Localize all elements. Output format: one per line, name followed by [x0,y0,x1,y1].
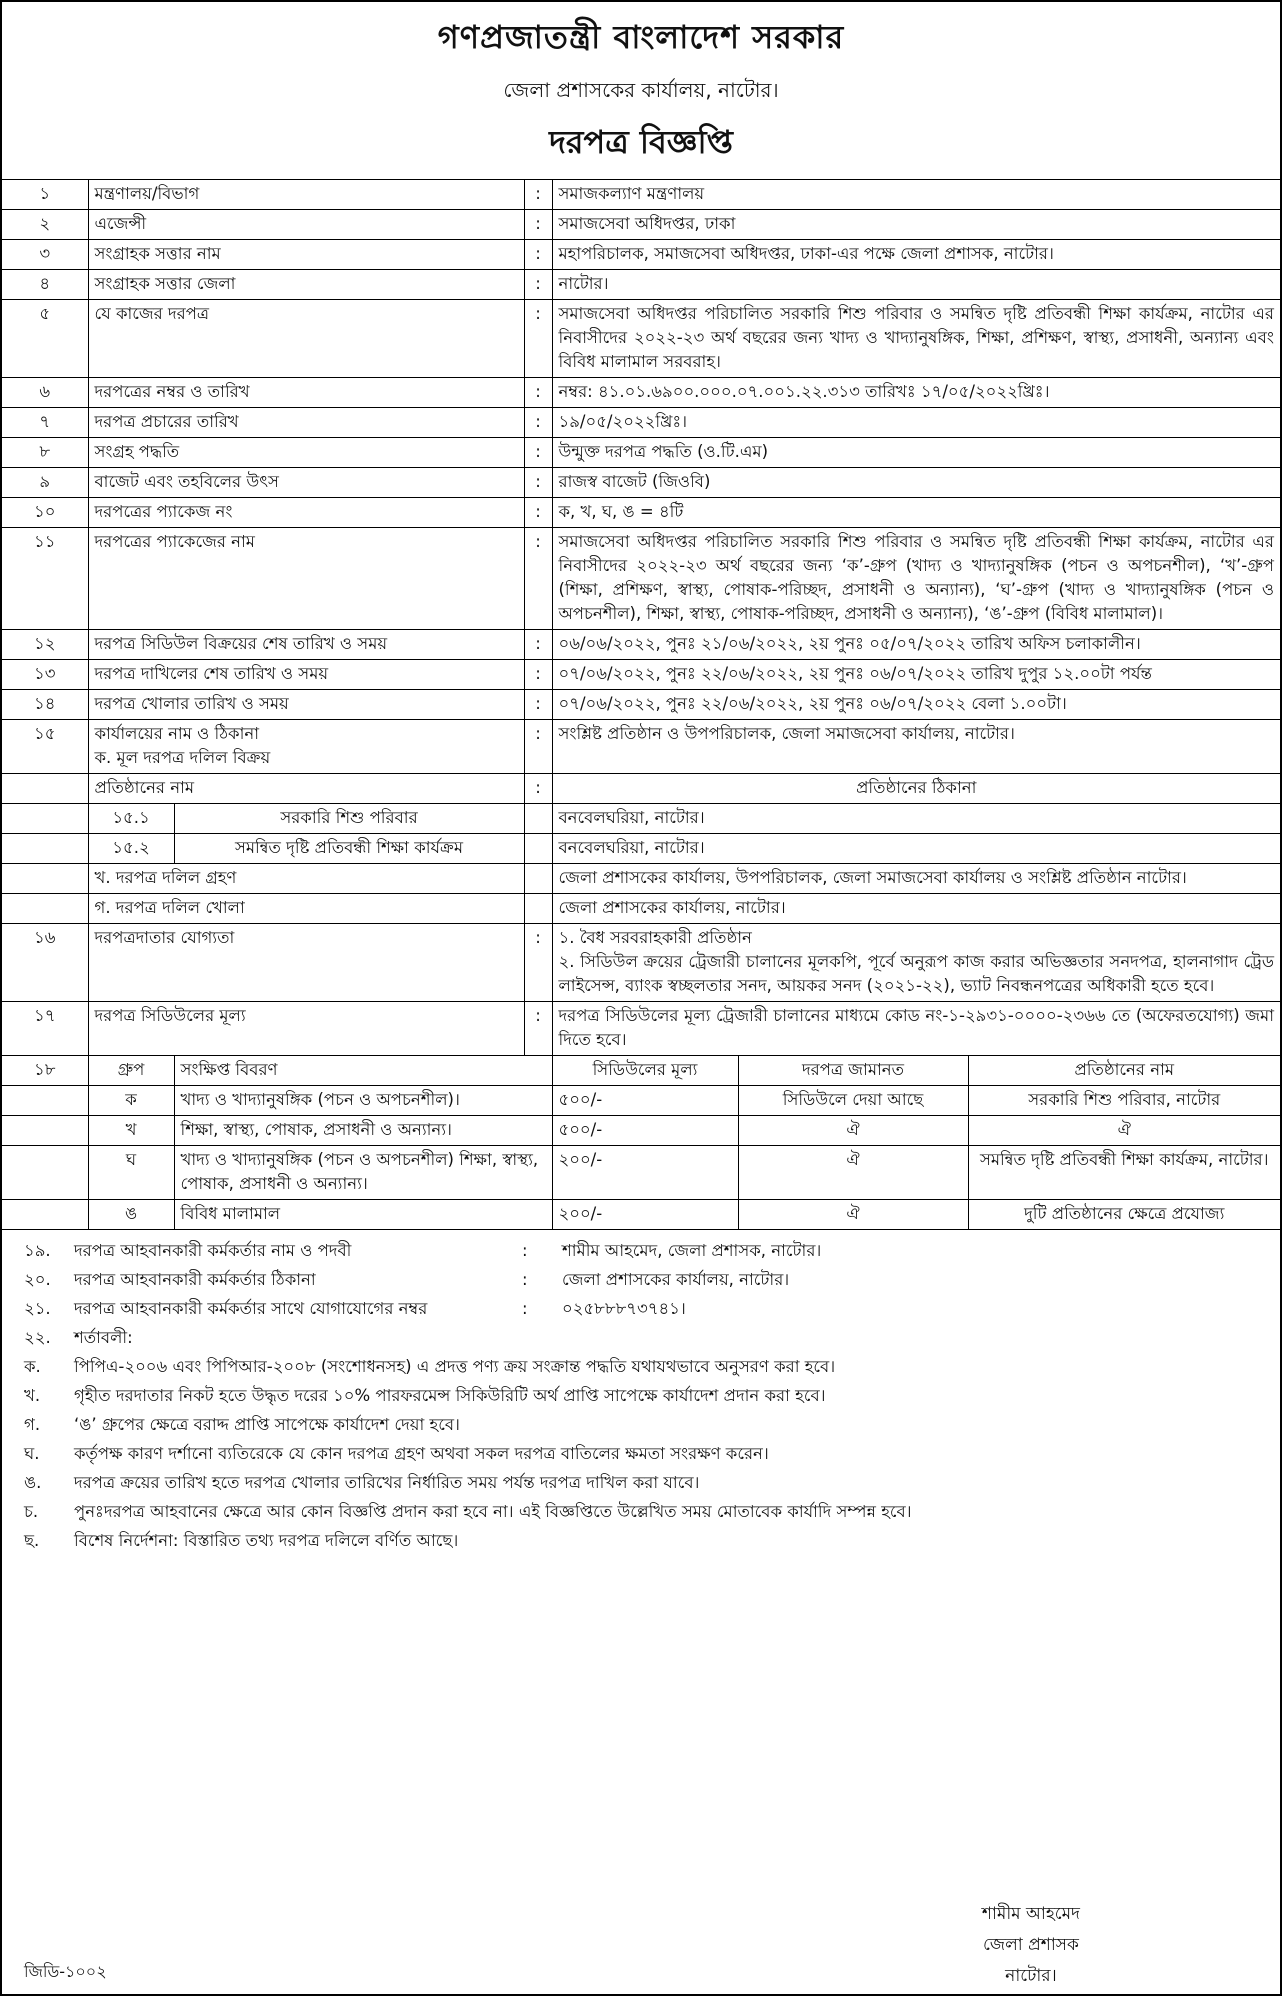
row-value: নম্বর: ৪১.০১.৬৯০০.০০০.০৭.০০১.২২.৩১৩ তারিখঃ ১৭/০৫/২০২২খ্রিঃ। [552,378,1280,408]
row-number: ৪ [2,270,88,300]
header [2,12,1280,171]
row-label: দরপত্র প্রচারের তারিখ [88,408,524,438]
condition-item [2,1468,1280,1497]
condition-key: গ. [24,1415,41,1434]
group-description: খাদ্য ও খাদ্যানুষঙ্গিক (পচন ও অপচনশীল)। [174,1086,552,1116]
officer-info-row: ২০. দরপত্র আহবানকারী কর্মকর্তার ঠিকানা : জেলা প্রশাসকের কার্যালয়, নাটোর। [2,1265,1280,1294]
row-number: ১৫ [2,720,88,774]
row-number: ৯ [2,468,88,498]
condition-text: দরপত্র ক্রয়ের তারিখ হতে দরপত্র খোলার তারিখের নির্ধারিত সময় পর্যন্ত দরপত্র দাখিল করা যাবে। [74,1473,700,1492]
condition-text: বিশেষ নির্দেশনা: বিস্তারিত তথ্য দরপত্র দলিলে বর্ণিত আছে। [74,1531,459,1550]
table-row-15: ১৫ কার্যালয়ের নাম ও ঠিকানা ক. মূল দরপত্র দলিল বিক্রয় : সংশ্লিষ্ট প্রতিষ্ঠান ও উপপরিচালক, জেলা সমাজসেবা কার্যালয়, নাটোর। [2,720,1280,774]
group-description: বিবিধ মালামাল [174,1200,552,1230]
institution-address: বনবেলঘরিয়া, নাটোর। [552,804,1280,834]
notice-title: দরপত্র বিজ্ঞপ্তি [549,123,733,161]
row-label: দরপত্র দাখিলের শেষ তারিখ ও সময় [88,660,524,690]
row-label: দরপত্রের প্যাকেজ নং [88,498,524,528]
condition-text: পিপিএ-২০০৬ এবং পিপিআর-২০০৮ (সংশোধনসহ) এ প্রদত্ত পণ্য ক্রয় সংক্রান্ত পদ্ধতি যথাযথভাবে অনুসরণ করা হবে। [74,1357,836,1376]
table-row: ৫ যে কাজের দরপত্র : সমাজসেবা অধিদপ্তর পরিচালিত সরকারি শিশু পরিবার ও সমন্বিত দৃষ্টি প্রতিবন্ধী শিক্ষা কার্যক্রম, নাটোর এর নিবাসীদের ২০২২-২৩ অর্থ বছরের জন্য খাদ্য ও খাদ্যানুষঙ্গিক, শিক্ষা, প্রশিক্ষণ, স্বাস্থ্য, প্রসাধনী, অন্যান্য এবং বিবিধ মালামাল সরবরাহ। [2,300,1280,378]
row-value: দরপত্র সিডিউলের মূল্য ট্রেজারী চালানের মাধ্যমে কোড নং-১-২৯৩১-০০০০-২৩৬৬ তে (অফেরতযোগ্য) জমা দিতে হবে। [552,1002,1280,1056]
row-value: ক, খ, ঘ, ঙ = ৪টি [552,498,1280,528]
row-value: নাটোর। [552,270,1280,300]
sale-label: ক. মূল দরপত্র দলিল বিক্রয় [94,748,271,767]
table-row-17: ১৭ দরপত্র সিডিউলের মূল্য : দরপত্র সিডিউলের মূল্য ট্রেজারী চালানের মাধ্যমে কোড নং-১-২৯৩১-০০০০-২৩৬৬ তে (অফেরতযোগ্য) জমা দিতে হবে। [2,1002,1280,1056]
item-label: দরপত্র আহবানকারী কর্মকর্তার সাথে যোগাযোগের নম্বর [74,1299,428,1318]
group-letter: ঘ [88,1146,174,1200]
row-number: ১০ [2,498,88,528]
table-row: ২ এজেন্সী : সমাজসেবা অধিদপ্তর, ঢাকা [2,210,1280,240]
row-label: মন্ত্রণালয়/বিভাগ [88,180,524,210]
condition-key: ছ. [24,1531,40,1550]
table-row: ৩ সংগ্রাহক সত্তার নাম : মহাপরিচালক, সমাজসেবা অধিদপ্তর, ঢাকা-এর পক্ষে জেলা প্রশাসক, নাটোর। [2,240,1280,270]
row-number: ৮ [2,438,88,468]
tender-details-table [2,179,1280,1230]
item-value: শামীম আহমেদ, জেলা প্রশাসক, নাটোর। [562,1241,822,1260]
table-row: ৮ সংগ্রহ পদ্ধতি : উন্মুক্ত দরপত্র পদ্ধতি (ও.টি.এম) [2,438,1280,468]
row-number: ৩ [2,240,88,270]
table-row: ১৩ দরপত্র দাখিলের শেষ তারিখ ও সময় : ০৭/০৬/২০২২, পুনঃ ২২/০৬/২০২২, ২য় পুনঃ ০৬/০৭/২০২২ তারিখ দুপুর ১২.০০টা পর্যন্ত [2,660,1280,690]
open-label: গ. দরপত্র দলিল খোলা [88,894,524,924]
group-security: ঐ [738,1200,968,1230]
institution-header: প্রতিষ্ঠানের নাম [968,1056,1280,1086]
institution-address: বনবেলঘরিয়া, নাটোর। [552,834,1280,864]
row-value: সমাজসেবা অধিদপ্তর, ঢাকা [552,210,1280,240]
row-number: ১৮ [2,1056,88,1086]
table-row: ১১ দরপত্রের প্যাকেজের নাম : সমাজসেবা অধিদপ্তর পরিচালিত সরকারি শিশু পরিবার ও সমন্বিত দৃষ্টি প্রতিবন্ধী শিক্ষা কার্যক্রম, নাটোর এর নিবাসীদের ২০২২-২৩ অর্থ বছরের জন্য ‘ক’-গ্রুপ (খাদ্য ও খাদ্যানুষঙ্গিক (পচন ও অপচনশীল), ‘খ’-গ্রুপ (শিক্ষা, প্রশিক্ষণ, স্বাস্থ্য, পোষাক-পরিচ্ছদ, প্রসাধনী ও অন্যান্য), ‘ঘ’-গ্রুপ (খাদ্য ও খাদ্যানুষঙ্গিক (পচন ও অপচনশীল), শিক্ষা, স্বাস্থ্য, পোষাক-পরিচ্ছদ, প্রসাধনী ও অন্যান্য), ‘ঙ’-গ্রুপ (বিবিধ মালামাল)। [2,528,1280,630]
institution-number: ১৫.২ [88,834,174,864]
group-row [2,1086,1280,1116]
institution-row [2,834,1280,864]
row-value: ০৬/০৬/২০২২, পুনঃ ২১/০৬/২০২২, ২য় পুনঃ ০৫/০৭/২০২২ তারিখ অফিস চলাকালীন। [552,630,1280,660]
condition-item [2,1410,1280,1439]
price-header: সিডিউলের মূল্য [552,1056,738,1086]
institution-header-row: প্রতিষ্ঠানের নাম : প্রতিষ্ঠানের ঠিকানা [2,774,1280,804]
signatory-place: নাটোর। [1005,1966,1057,1986]
group-price: ৫০০/- [552,1086,738,1116]
group-security: সিডিউলে দেয়া আছে [738,1086,968,1116]
security-header: দরপত্র জামানত [738,1056,968,1086]
eligibility-item-1: ১. বৈধ সরবরাহকারী প্রতিষ্ঠান [558,928,752,947]
row-label: দরপত্রের নম্বর ও তারিখ [88,378,524,408]
condition-text: ‘ঙ’ গ্রুপের ক্ষেত্রে বরাদ্দ প্রাপ্তি সাপেক্ষে কার্যাদেশ দেয়া হবে। [74,1415,460,1434]
row-label: যে কাজের দরপত্র [88,300,524,378]
row-value: ০৭/০৬/২০২২, পুনঃ ২২/০৬/২০২২, ২য় পুনঃ ০৬/০৭/২০২২ বেলা ১.০০টা। [552,690,1280,720]
row-label [88,720,524,774]
table-row-16: ১৬ দরপত্রদাতার যোগ্যতা : ১. বৈধ সরবরাহকারী প্রতিষ্ঠান ২. সিডিউল ক্রয়ের ট্রেজারী চালানের মূলকপি, পূর্বে অনুরূপ কাজ করার অভিজ্ঞতার সনদপত্র, হালনাগাদ ট্রেড লাইসেন্স, ব্যাংক স্বচ্ছলতার সনদ, আয়কর সনদ (২০২১-২২), ভ্যাট নিবন্ধনপত্রের অধিকারী হতে হবে। [2,924,1280,1002]
condition-text: গৃহীত দরদাতার নিকট হতে উদ্ধৃত দরের ১০% পারফরমেন্স সিকিউরিটি অর্থ প্রাপ্তি সাপেক্ষে কার্যাদেশ প্রদান করা হবে। [74,1386,826,1405]
row-value: সমাজসেবা অধিদপ্তর পরিচালিত সরকারি শিশু পরিবার ও সমন্বিত দৃষ্টি প্রতিবন্ধী শিক্ষা কার্যক্রম, নাটোর এর নিবাসীদের ২০২২-২৩ অর্থ বছরের জন্য খাদ্য ও খাদ্যানুষঙ্গিক, শিক্ষা, প্রশিক্ষণ, স্বাস্থ্য, প্রসাধনী, অন্যান্য এবং বিবিধ মালামাল সরবরাহ। [552,300,1280,378]
table-row: ৪ সংগ্রাহক সত্তার জেলা : নাটোর। [2,270,1280,300]
table-row: ১৪ দরপত্র খোলার তারিখ ও সময় : ০৭/০৬/২০২২, পুনঃ ২২/০৬/২০২২, ২য় পুনঃ ০৬/০৭/২০২২ বেলা ১.০০টা। [2,690,1280,720]
condition-item [2,1381,1280,1410]
row-value: রাজস্ব বাজেট (জিওবি) [552,468,1280,498]
group-institution: সমন্বিত দৃষ্টি প্রতিবন্ধী শিক্ষা কার্যক্রম, নাটোর। [968,1146,1280,1200]
open-value: জেলা প্রশাসকের কার্যালয়, নাটোর। [552,894,1280,924]
group-price: ২০০/- [552,1200,738,1230]
item-value: জেলা প্রশাসকের কার্যালয়, নাটোর। [562,1270,790,1289]
row-number: ২ [2,210,88,240]
condition-key: চ. [24,1502,39,1521]
item-number: ২০. [24,1270,51,1289]
office-name: জেলা প্রশাসকের কার্যালয়, নাটোর। [503,78,779,102]
group-price: ৫০০/- [552,1116,738,1146]
condition-text: পুনঃদরপত্র আহবানের ক্ষেত্রে আর কোন বিজ্ঞপ্তি প্রদান করা হবে না। এই বিজ্ঞপ্তিতে উল্লেখিত সময় মোতাবেক কার্যাদি সম্পন্ন হবে। [74,1502,912,1521]
group-letter: ঙ [88,1200,174,1230]
row-number: ৭ [2,408,88,438]
group-row [2,1200,1280,1230]
condition-item [2,1352,1280,1381]
eligibility-item-2: ২. সিডিউল ক্রয়ের ট্রেজারী চালানের মূলকপি, পূর্বে অনুরূপ কাজ করার অভিজ্ঞতার সনদপত্র, হালনাগাদ ট্রেড লাইসেন্স, ব্যাংক স্বচ্ছলতার সনদ, আয়কর সনদ (২০২১-২২), ভ্যাট নিবন্ধনপত্রের অধিকারী হতে হবে। [558,952,1274,995]
condition-key: ঘ. [24,1444,40,1463]
row-number: ১৬ [2,924,88,1002]
table-row: ১২ দরপত্র সিডিউল বিক্রয়ের শেষ তারিখ ও সময় : ০৬/০৬/২০২২, পুনঃ ২১/০৬/২০২২, ২য় পুনঃ ০৫/০৭/২০২২ তারিখ অফিস চলাকালীন। [2,630,1280,660]
row-number: ১৪ [2,690,88,720]
table-row: ১০ দরপত্রের প্যাকেজ নং : ক, খ, ঘ, ঙ = ৪টি [2,498,1280,528]
group-table-header [2,1056,1280,1086]
row-number: ১ [2,180,88,210]
document-open-row [2,894,1280,924]
officer-info-row: ২১. দরপত্র আহবানকারী কর্মকর্তার সাথে যোগাযোগের নম্বর : ০২৫৮৮৮৭৩৭৪১। [2,1294,1280,1323]
signatory-designation: জেলা প্রশাসক [982,1935,1079,1955]
receive-value: জেলা প্রশাসকের কার্যালয়, উপপরিচালক, জেলা সমাজসেবা কার্যালয় ও সংশ্লিষ্ট প্রতিষ্ঠান নাটোর। [552,864,1280,894]
row-value: উন্মুক্ত দরপত্র পদ্ধতি (ও.টি.এম) [552,438,1280,468]
item-label: দরপত্র আহবানকারী কর্মকর্তার ঠিকানা [74,1270,316,1289]
institution-name: সমন্বিত দৃষ্টি প্রতিবন্ধী শিক্ষা কার্যক্রম [174,834,524,864]
office-label: কার্যালয়ের নাম ও ঠিকানা [94,724,260,743]
row-number: ১২ [2,630,88,660]
group-description: শিক্ষা, স্বাস্থ্য, পোষাক, প্রসাধনী ও অন্যান্য। [174,1116,552,1146]
condition-key: ক. [24,1357,41,1376]
condition-key: ঙ. [24,1473,42,1492]
row-value: সমাজসেবা অধিদপ্তর পরিচালিত সরকারি শিশু পরিবার ও সমন্বিত দৃষ্টি প্রতিবন্ধী শিক্ষা কার্যক্রম, নাটোর এর নিবাসীদের ২০২২-২৩ অর্থ বছরের জন্য ‘ক’-গ্রুপ (খাদ্য ও খাদ্যানুষঙ্গিক (পচন ও অপচনশীল), ‘খ’-গ্রুপ (শিক্ষা, প্রশিক্ষণ, স্বাস্থ্য, পোষাক-পরিচ্ছদ, প্রসাধনী ও অন্যান্য), ‘ঘ’-গ্রুপ (খাদ্য ও খাদ্যানুষঙ্গিক (পচন ও অপচনশীল), শিক্ষা, স্বাস্থ্য, পোষাক-পরিচ্ছদ, প্রসাধনী ও অন্যান্য), ‘ঙ’-গ্রুপ (বিবিধ মালামাল)। [552,528,1280,630]
group-row [2,1146,1280,1200]
group-security: ঐ [738,1146,968,1200]
institution-number: ১৫.১ [88,804,174,834]
row-number: ৬ [2,378,88,408]
group-institution: দুটি প্রতিষ্ঠানের ক্ষেত্রে প্রযোজ্য [968,1200,1280,1230]
row-label: বাজেট এবং তহবিলের উৎস [88,468,524,498]
item-value: ০২৫৮৮৮৭৩৭৪১। [562,1299,686,1318]
condition-item [2,1439,1280,1468]
row-number: ৫ [2,300,88,378]
signature-block [982,1899,1080,1992]
row-label: দরপত্র সিডিউলের মূল্য [88,1002,524,1056]
group-letter: ক [88,1086,174,1116]
item-number: ২১. [24,1299,51,1318]
condition-item [2,1497,1280,1526]
row-label: দরপত্রদাতার যোগ্যতা [88,924,524,1002]
reference-code: জিডি-১০০২ [24,1962,107,1981]
institution-name-header: প্রতিষ্ঠানের নাম [88,774,524,804]
institution-address-header: প্রতিষ্ঠানের ঠিকানা [552,774,1280,804]
row-label: সংগ্রহ পদ্ধতি [88,438,524,468]
row-number: ১১ [2,528,88,630]
conditions-number: ২২. [24,1328,51,1347]
row-value: সংশ্লিষ্ট প্রতিষ্ঠান ও উপপরিচালক, জেলা সমাজসেবা কার্যালয়, নাটোর। [552,720,1280,774]
row-value: মহাপরিচালক, সমাজসেবা অধিদপ্তর, ঢাকা-এর পক্ষে জেলা প্রশাসক, নাটোর। [552,240,1280,270]
table-row: ৯ বাজেট এবং তহবিলের উৎস : রাজস্ব বাজেট (জিওবি) [2,468,1280,498]
row-label: দরপত্র খোলার তারিখ ও সময় [88,690,524,720]
group-price: ২০০/- [552,1146,738,1200]
table-row: ৬ দরপত্রের নম্বর ও তারিখ : নম্বর: ৪১.০১.৬৯০০.০০০.০৭.০০১.২২.৩১৩ তারিখঃ ১৭/০৫/২০২২খ্রিঃ। [2,378,1280,408]
group-security: ঐ [738,1116,968,1146]
institution-name: সরকারি শিশু পরিবার [174,804,524,834]
desc-header: সংক্ষিপ্ত বিবরণ [174,1056,552,1086]
row-label: দরপত্রের প্যাকেজের নাম [88,528,524,630]
signatory-name: শামীম আহমেদ [981,1904,1080,1924]
officer-info-row: ১৯. দরপত্র আহবানকারী কর্মকর্তার নাম ও পদবী : শামীম আহমেদ, জেলা প্রশাসক, নাটোর। [2,1236,1280,1265]
document-receive-row [2,864,1280,894]
condition-key: খ. [24,1386,41,1405]
group-row [2,1116,1280,1146]
row-label: সংগ্রাহক সত্তার জেলা [88,270,524,300]
item-label: দরপত্র আহবানকারী কর্মকর্তার নাম ও পদবী [74,1241,352,1260]
row-label: দরপত্র সিডিউল বিক্রয়ের শেষ তারিখ ও সময় [88,630,524,660]
group-institution: ঐ [968,1116,1280,1146]
condition-item [2,1526,1280,1555]
conditions-title-row [2,1323,1280,1352]
item-number: ১৯. [24,1241,51,1260]
condition-text: কর্তৃপক্ষ কারণ দর্শানো ব্যতিরেকে যে কোন দরপত্র গ্রহণ অথবা সকল দরপত্র বাতিলের ক্ষমতা সংরক্ষণ করেন। [74,1444,769,1463]
row-label: সংগ্রাহক সত্তার নাম [88,240,524,270]
row-value: ১৯/০৫/২০২২খ্রিঃ। [552,408,1280,438]
institution-row [2,804,1280,834]
row-value: ০৭/০৬/২০২২, পুনঃ ২২/০৬/২০২২, ২য় পুনঃ ০৬/০৭/২০২২ তারিখ দুপুর ১২.০০টা পর্যন্ত [552,660,1280,690]
row-value: সমাজকল্যাণ মন্ত্রণালয় [552,180,1280,210]
row-number: ১৩ [2,660,88,690]
group-header: গ্রুপ [88,1056,174,1086]
group-description: খাদ্য ও খাদ্যানুষঙ্গিক (পচন ও অপচনশীল) শিক্ষা, স্বাস্থ্য, পোষাক, প্রসাধনী ও অন্যান্য। [174,1146,552,1200]
bottom-section [2,1236,1280,1555]
row-number: ১৭ [2,1002,88,1056]
group-institution: সরকারি শিশু পরিবার, নাটোর [968,1086,1280,1116]
group-letter: খ [88,1116,174,1146]
receive-label: খ. দরপত্র দলিল গ্রহণ [88,864,524,894]
conditions-title: শর্তাবলী: [74,1328,133,1347]
table-row: ৭ দরপত্র প্রচারের তারিখ : ১৯/০৫/২০২২খ্রিঃ। [2,408,1280,438]
row-value [552,924,1280,1002]
row-label: এজেন্সী [88,210,524,240]
government-title: গণপ্রজাতন্ত্রী বাংলাদেশ সরকার [437,18,845,56]
table-row: ১ মন্ত্রণালয়/বিভাগ : সমাজকল্যাণ মন্ত্রণালয় [2,180,1280,210]
